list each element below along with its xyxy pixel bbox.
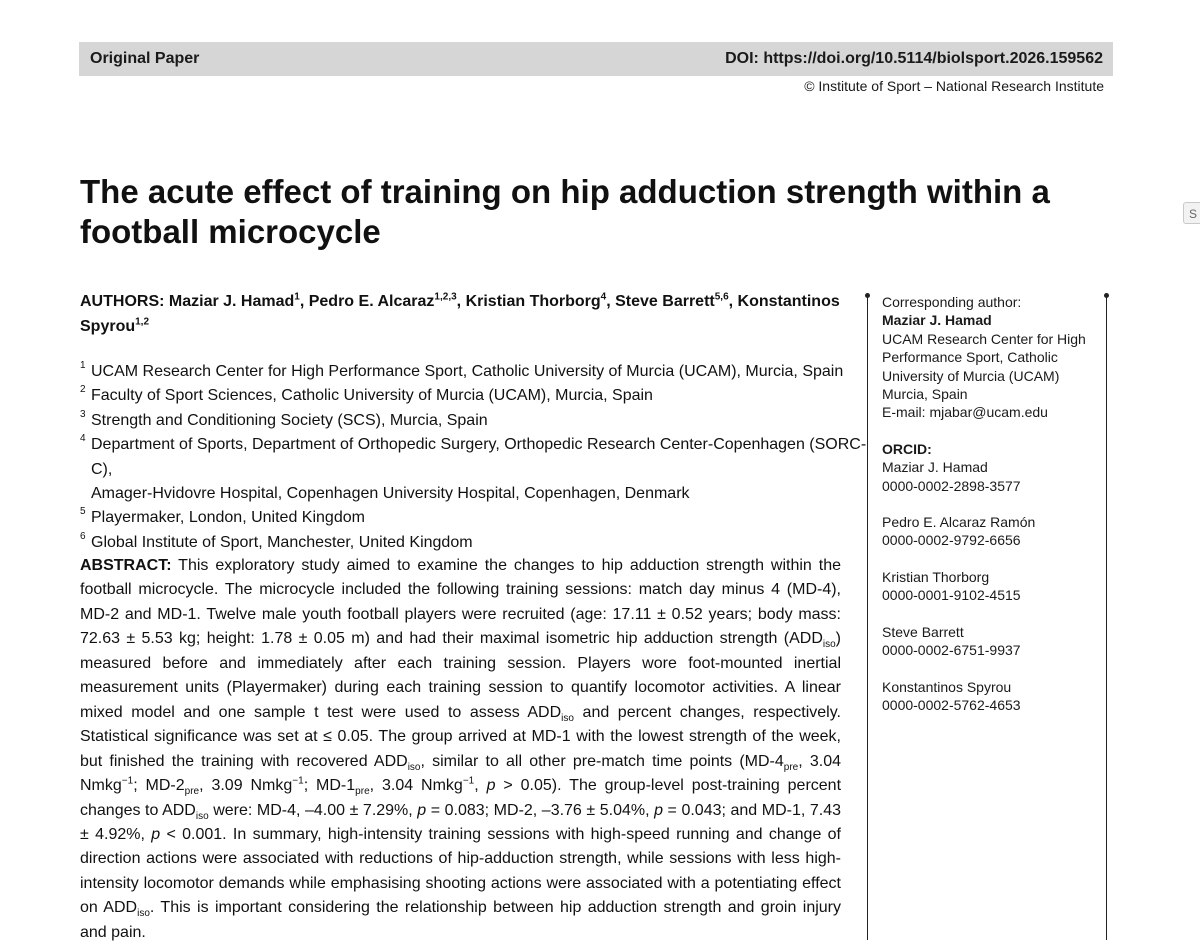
affiliation-item <box>80 384 870 408</box>
author-affiliation-mark: 5,6 <box>714 291 729 303</box>
corresponding-address-line: UCAM Research Center for High <box>882 330 1086 347</box>
abstract-text-segment: and percent changes, respectively. Statistical significance was set at ≤ 0.05. The group arrived at MD-1 with the lowest strength of the week, but finished the training with recovered ADD <box>80 703 841 770</box>
orcid-id[interactable]: 0000-0002-2898-3577 <box>882 477 1021 494</box>
corresponding-address-line: Performance Sport, Catholic <box>882 349 1058 366</box>
divider-dot-left <box>865 293 870 298</box>
abstract-text-segment: p <box>417 801 427 819</box>
affiliation-item <box>80 360 870 384</box>
abstract-text-segment: , 3.04 Nmkg <box>369 777 463 795</box>
affiliation-item <box>80 409 870 433</box>
author-affiliation-mark: 1,2 <box>135 316 150 328</box>
abstract-text-segment: = 0.043; and MD-1, 7.43 ± 4.92%, <box>80 801 841 843</box>
affiliation-text: Playermaker, London, United Kingdom <box>91 509 365 527</box>
abstract-text-segment: This exploratory study aimed to examine the changes to hip adduction strength within the football microcycle. The microcycle included the following training sessions: match day minus 4 (MD-4), MD-2 and MD-1. Twelve male youth football players were recruited (age: 17.11 ± 0.52 years; body mass: 72.63 ± 5.53 kg; height: 1.78 ± 0.05 m) and had their maximal isometric hip adduction strength (ADD <box>80 557 841 648</box>
copyright-line: © Institute of Sport – National Research Institute <box>804 78 1104 94</box>
authors-line: AUTHORS: Maziar J. Hamad$^1$, Pedro E. Alcaraz$^{1,2,3}$, Kristian Thorborg$^4$, Steve Barrett$^{5,6}$, Konstantinos Spyrou$^{1,2}$ <box>80 291 840 335</box>
affiliation-item <box>80 433 870 506</box>
orcid-label: ORCID: <box>882 440 932 457</box>
affiliation-number: 5 <box>80 506 86 518</box>
affiliation-number: 6 <box>80 530 86 542</box>
affiliation-number: 1 <box>80 360 86 371</box>
affiliation-text: Global Institute of Sport, Manchester, United Kingdom <box>91 533 473 551</box>
affiliation-number: 4 <box>80 433 86 445</box>
abstract-text-segment: > 0.05). The group-level post-training percent changes to ADD <box>80 777 842 819</box>
sidebar-divider-right <box>1106 297 1107 940</box>
divider-dot-right <box>1104 293 1109 298</box>
affiliation-number: 3 <box>80 408 86 420</box>
abstract-text-segment: iso <box>822 639 836 651</box>
affiliation-item <box>80 506 870 530</box>
author-name: Maziar J. Hamad <box>168 293 295 310</box>
author-name: Pedro E. Alcaraz <box>308 293 435 310</box>
abstract-text-segment: pre <box>783 761 799 773</box>
corresponding-name: Maziar J. Hamad <box>882 312 992 329</box>
corresponding-address-line: University of Murcia (UCAM) <box>882 367 1060 384</box>
authors-label: AUTHORS: <box>80 293 169 310</box>
orcid-entry <box>882 513 1102 550</box>
corresponding-email: E-mail: mjabar@ucam.edu <box>882 404 1048 421</box>
orcid-id[interactable]: 0000-0001-9102-4515 <box>882 587 1021 604</box>
abstract-text-segment: pre <box>184 786 200 798</box>
orcid-id[interactable]: 0000-0002-5762-4653 <box>882 696 1021 713</box>
abstract-text-segment: −1 <box>292 775 304 787</box>
abstract <box>80 554 841 945</box>
orcid-entry <box>882 568 1102 605</box>
abstract-text-segment: = 0.083; MD-2, –3.76 ± 5.04%, <box>426 801 655 819</box>
abstract-text-segment: , similar to all other pre-match time points (MD-4 <box>420 752 784 770</box>
affiliation-number: 2 <box>80 384 86 396</box>
orcid-entry <box>882 458 1102 495</box>
abstract-text-segment: < 0.001. In summary, high-intensity training sessions with high-speed running and change of direction actions were associated with reductions of hip-adduction strength, while sessions with less high-intensity locomotor demands while emphasising shooting actions were associated with a potentiating effect on ADD <box>80 825 842 917</box>
sidebar <box>882 293 1102 714</box>
abstract-text-segment: , <box>474 777 487 795</box>
abstract-text-segment: p <box>486 777 496 795</box>
author-name: Steve Barrett <box>615 293 715 310</box>
orcid-name: Maziar J. Hamad <box>882 459 988 476</box>
affiliation-text: Faculty of Sport Sciences, Catholic University of Murcia (UCAM), Murcia, Spain <box>91 387 653 405</box>
orcid-name: Kristian Thorborg <box>882 568 990 585</box>
orcid-entry <box>882 678 1102 715</box>
article-type-label: Original Paper <box>90 50 200 67</box>
orcid-entry <box>882 623 1102 660</box>
abstract-text-segment: ; MD-1 <box>303 777 356 795</box>
abstract-text-segment: p <box>654 801 663 819</box>
author-affiliation-mark: 1,2,3 <box>434 291 457 303</box>
author-affiliation-mark: 1 <box>294 291 300 303</box>
orcid-name: Steve Barrett <box>882 623 964 640</box>
affiliation-item <box>80 531 870 555</box>
orcid-list <box>882 458 1102 714</box>
abstract-text-segment: ) measured before and immediately after each training session. Players wore foot-mounted inertial measurement units (Playermaker) during each training session to quantify locomotor activities. A linear mixed model and one sample t test were used to assess ADD <box>80 630 841 721</box>
author-name: Kristian Thorborg <box>465 293 601 310</box>
abstract-text-segment: −1 <box>462 775 475 787</box>
affiliation-text: Department of Sports, Department of Orthopedic Surgery, Orthopedic Research Center-Copenhagen (SORC-C), <box>91 436 867 478</box>
affiliation-text: Amager-Hvidovre Hospital, Copenhagen University Hospital, Copenhagen, Denmark <box>91 485 690 503</box>
abstract-text-segment: p <box>151 825 161 843</box>
header-bar <box>79 42 1113 76</box>
affiliation-text: Strength and Conditioning Society (SCS), Murcia, Spain <box>91 411 488 429</box>
abstract-text-segment: were: MD-4, –4.00 ± 7.29%, <box>208 801 418 819</box>
abstract-text-segment: −1 <box>121 775 134 787</box>
doi-text[interactable]: DOI: https://doi.org/10.5114/biolsport.2026.159562 <box>725 50 1103 67</box>
abstract-text-segment: , 3.09 Nmkg <box>199 777 293 795</box>
abstract-text-segment: iso <box>195 810 209 822</box>
orcid-name: Konstantinos Spyrou <box>882 678 1012 695</box>
abstract-text-segment: iso <box>561 712 574 724</box>
corresponding-label: Corresponding author: <box>882 294 1022 310</box>
abstract-label: ABSTRACT: <box>80 557 172 574</box>
orcid-name: Pedro E. Alcaraz Ramón <box>882 514 1036 531</box>
abstract-text-segment: pre <box>355 786 370 798</box>
affiliations-list <box>80 360 870 555</box>
author-name: Konstantinos Spyrou <box>80 293 840 335</box>
side-edge-button[interactable]: S <box>1183 202 1200 224</box>
abstract-text-segment: . This is important considering the relationship between hip adduction strength and groin injury and pain. <box>80 899 842 941</box>
abstract-text-segment: ; MD-2 <box>133 777 185 795</box>
orcid-id[interactable]: 0000-0002-6751-9937 <box>882 642 1021 659</box>
sidebar-divider-left <box>867 297 868 940</box>
abstract-text-segment: iso <box>137 908 150 920</box>
abstract-text-segment: iso <box>407 761 421 773</box>
corresponding-address <box>882 330 1102 422</box>
orcid-id[interactable]: 0000-0002-9792-6656 <box>882 532 1021 549</box>
corresponding-address-line: Murcia, Spain <box>882 386 968 403</box>
author-affiliation-mark: 4 <box>600 291 607 303</box>
paper-title: The acute effect of training on hip adduction strength within a football microcycle <box>80 173 1050 250</box>
abstract-text-segment: , 3.04 Nmkg <box>80 752 841 795</box>
affiliation-text: UCAM Research Center for High Performance Sport, Catholic University of Murcia (UCAM), Murcia, Spain <box>91 363 844 380</box>
